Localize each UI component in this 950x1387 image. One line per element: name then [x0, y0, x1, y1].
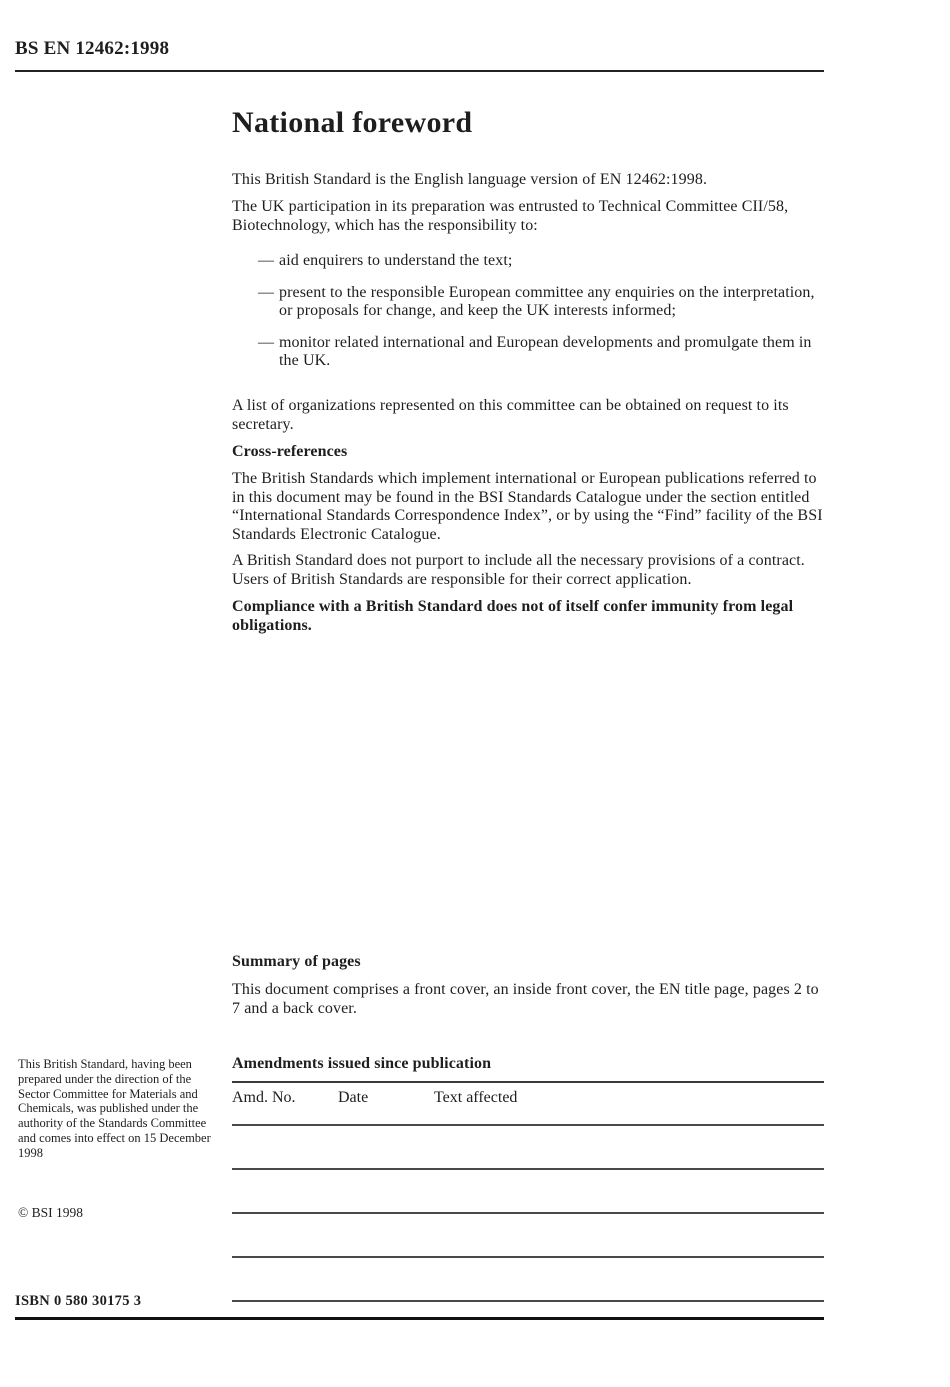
page-title: National foreword	[232, 106, 473, 139]
paragraph-cross-references: The British Standards which implement international or European publications referred to in this document may be found in the BSI Standards Catalogue under the section entitled “International Standards Correspondence Index”, or by using the “Find” facility of the BSI Standards Electronic Catalogue.	[232, 470, 823, 543]
isbn-number: ISBN 0 580 30175 3	[15, 1293, 142, 1309]
column-header-text-affected: Text affected	[434, 1089, 518, 1106]
cross-references-heading: Cross-references	[232, 443, 348, 460]
paragraph-uk-participation: The UK participation in its preparation was entrusted to Technical Committee CII/58, Biotechnology, which has the responsibility to:	[232, 198, 789, 234]
summary-of-pages-heading: Summary of pages	[232, 953, 361, 970]
paragraph-summary-of-pages: This document comprises a front cover, an inside front cover, the EN title page, pages 2 to 7 and a back cover.	[232, 981, 819, 1017]
paragraph-organizations: A list of organizations represented on this committee can be obtained on request to its secretary.	[232, 397, 789, 433]
copyright-notice: © BSI 1998	[18, 1205, 84, 1220]
amendments-empty-row	[232, 1170, 824, 1214]
amendments-heading: Amendments issued since publication	[232, 1055, 492, 1072]
amendments-table-header	[232, 1083, 824, 1126]
list-item-text: aid enquirers to understand the text;	[279, 252, 513, 269]
column-header-amd-no: Amd. No.	[232, 1089, 296, 1106]
amendments-empty-row	[232, 1126, 824, 1170]
responsibility-list	[232, 252, 824, 371]
list-item	[232, 252, 824, 271]
sidebar-publication-note: This British Standard, having been prepared under the direction of the Sector Committee for Materials and Chemicals, was published under the authority of the Standards Committee and comes into effect on 15 December 1998	[18, 1057, 211, 1160]
amendments-table	[232, 1081, 824, 1302]
dash-bullet: —	[258, 283, 275, 301]
list-item-text: present to the responsible European committee any enquiries on the interpretation, or proposals for change, and keep the UK interests informed;	[279, 283, 815, 320]
paragraph-compliance-note: Compliance with a British Standard does not of itself confer immunity from legal obligations.	[232, 598, 794, 634]
amendments-empty-row	[232, 1258, 824, 1302]
dash-bullet: —	[258, 252, 275, 269]
amendments-empty-row	[232, 1214, 824, 1258]
footer-rule	[15, 1317, 824, 1320]
list-item-text: monitor related international and European developments and promulgate them in the UK.	[279, 333, 812, 370]
list-item	[232, 334, 824, 371]
header-rule	[15, 70, 824, 72]
dash-bullet: —	[258, 333, 275, 351]
column-header-date: Date	[338, 1089, 369, 1106]
document-code: BS EN 12462:1998	[15, 38, 170, 59]
paragraph-provisions: A British Standard does not purport to include all the necessary provisions of a contract. Users of British Standards are responsible for their correct application.	[232, 552, 805, 588]
list-item	[232, 284, 824, 321]
paragraph-language-version: This British Standard is the English language version of EN 12462:1998.	[232, 171, 708, 188]
